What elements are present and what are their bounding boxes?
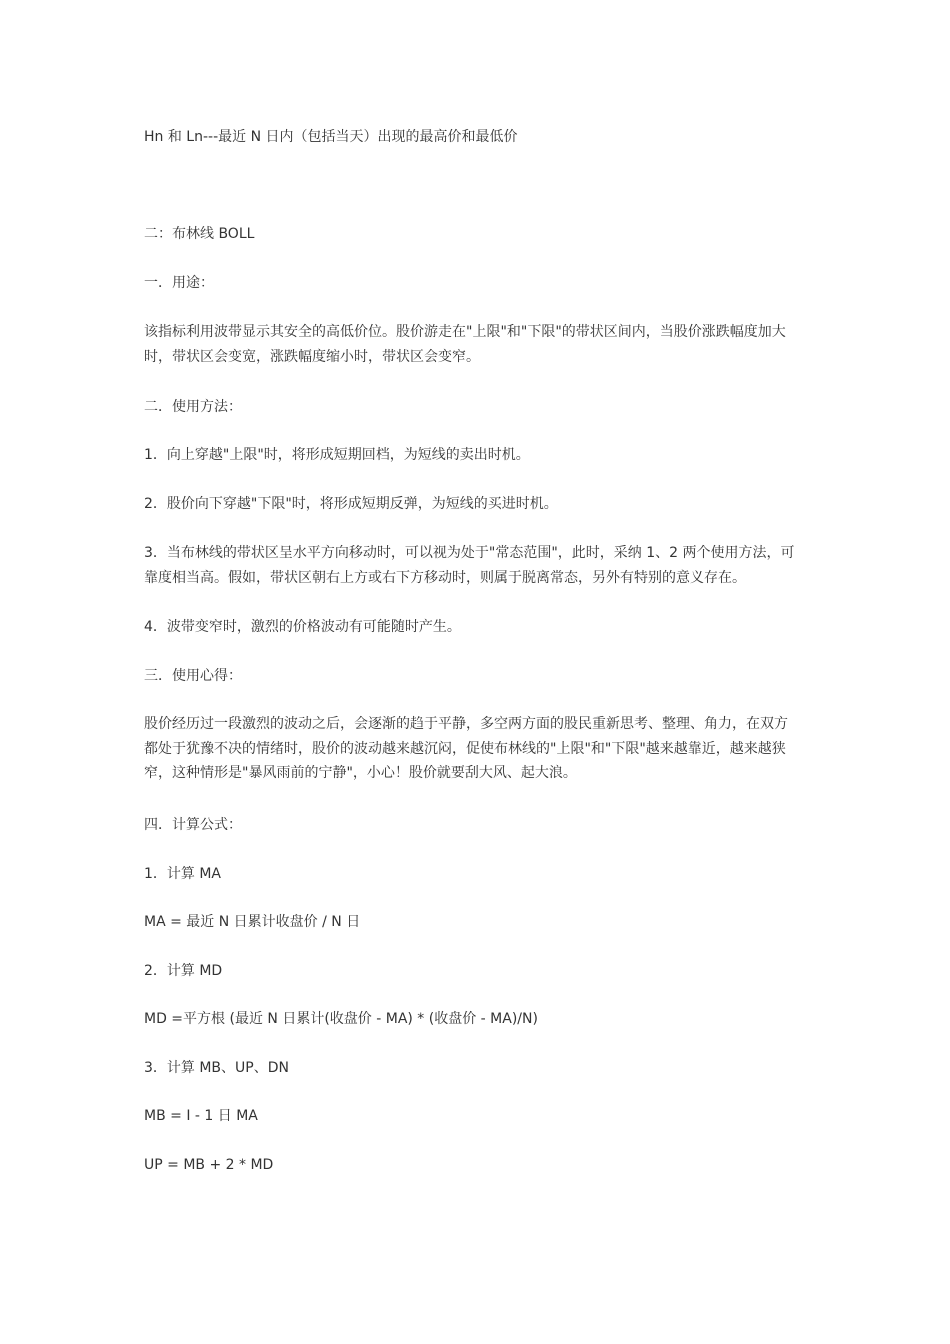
usage-line-2: 时，带状区会变宽，涨跌幅度缩小时，带状区会变窄。	[144, 348, 480, 365]
calc-md-formula: MD =平方根 (最近 N 日累计(收盘价 - MA) * (收盘价 - MA)/N)	[144, 1011, 538, 1027]
experience-line-2: 都处于犹豫不决的情绪时，股价的波动越来越沉闷，促使布林线的"上限"和"下限"越来越靠近，越来越狭	[144, 740, 786, 757]
calc-md-heading: 2．计算 MD	[144, 963, 223, 979]
calc-up-formula: UP = MB + 2 * MD	[144, 1157, 274, 1173]
calc-ma-formula: MA = 最近 N 日累计收盘价 / N 日	[144, 914, 361, 930]
hn-ln-definition: Hn 和 Ln---最近 N 日内（包括当天）出现的最高价和最低价	[144, 129, 518, 145]
usage-line-1: 该指标利用波带显示其安全的高低价位。股价游走在"上限"和"下限"的带状区间内，当股价涨跌幅度加大	[144, 324, 786, 340]
calc-mb-formula: MB = I - 1 日 MA	[144, 1108, 258, 1124]
method-3-line-2: 靠度相当高。假如，带状区朝右上方或右下方移动时，则属于脱离常态，另外有特别的意义存在。	[144, 569, 746, 586]
usage-heading: 一．用途：	[144, 275, 214, 291]
experience-line-1: 股价经历过一段激烈的波动之后，会逐渐的趋于平静，多空两方面的股民重新思考、整理、角力，在双方	[144, 716, 788, 732]
experience-heading: 三．使用心得：	[144, 668, 242, 684]
calc-mb-heading: 3．计算 MB、UP、DN	[144, 1060, 289, 1076]
method-item-4: 4．波带变窄时，激烈的价格波动有可能随时产生。	[144, 619, 461, 635]
experience-line-3: 窄，这种情形是"暴风雨前的宁静"，小心！股价就要刮大风、起大浪。	[144, 765, 577, 781]
usage-paragraph	[144, 320, 808, 369]
method-item-2: 2．股价向下穿越"下限"时，将形成短期反弹，为短线的买进时机。	[144, 496, 558, 512]
experience-paragraph	[144, 712, 808, 786]
method-item-3	[144, 541, 808, 590]
section-title-boll: 二：布林线 BOLL	[144, 226, 255, 242]
formula-heading: 四．计算公式：	[144, 817, 242, 833]
method-heading: 二．使用方法：	[144, 399, 242, 415]
calc-ma-heading: 1．计算 MA	[144, 866, 222, 882]
method-3-line-1: 3．当布林线的带状区呈水平方向移动时，可以视为处于"常态范围"，此时，采纳 1、2 两个使用方法，可	[144, 545, 795, 561]
method-item-1: 1．向上穿越"上限"时，将形成短期回档，为短线的卖出时机。	[144, 447, 530, 463]
